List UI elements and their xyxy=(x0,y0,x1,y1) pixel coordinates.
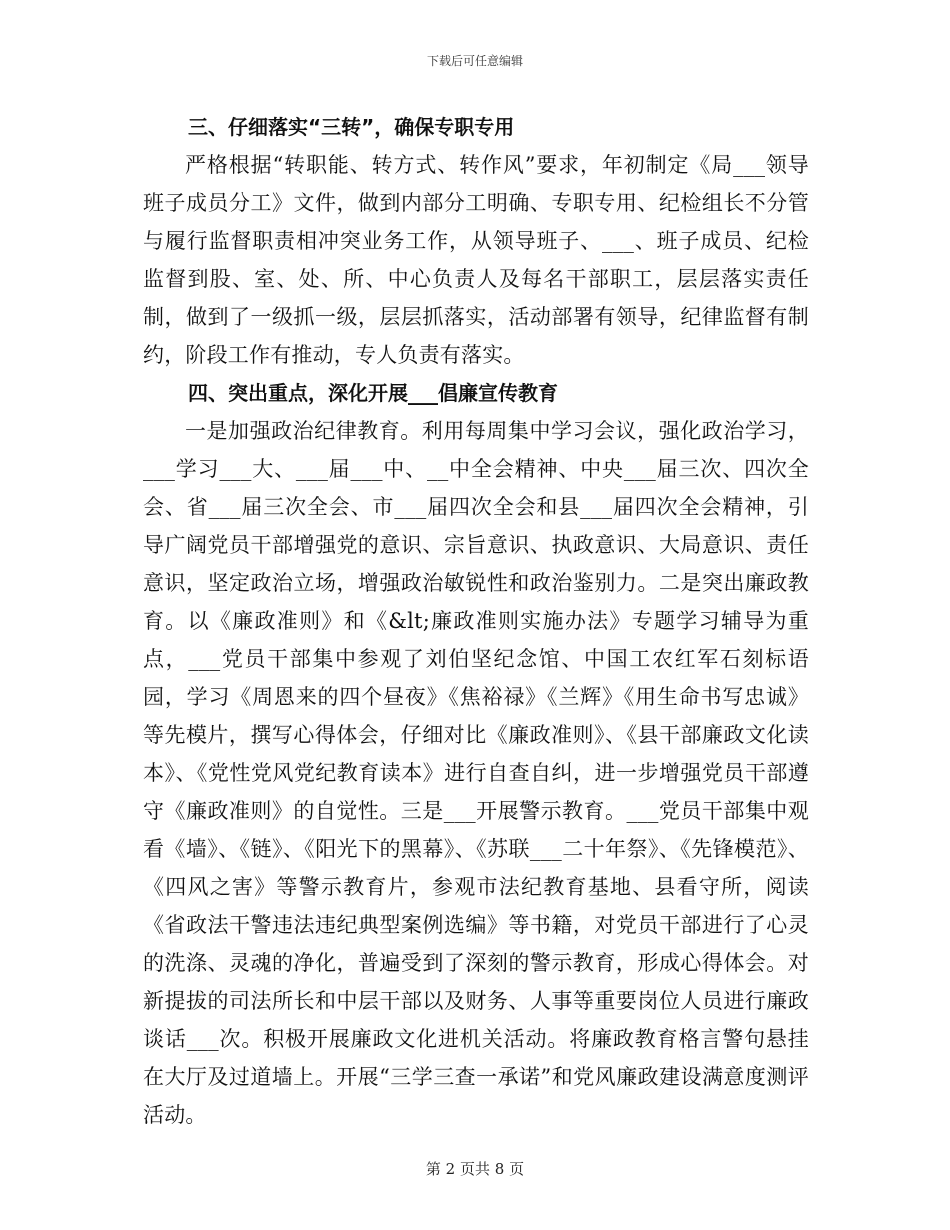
section-paragraph-4: 一是加强政治纪律教育。利用每周集中学习会议，强化政治学习，___学习___大、___届___中、__中全会精神、中央___届三次、四次全会、省___届三次全会、市___届四次全会和县___届四次全会精神，引导广阔党员干部增强党的意识、宗旨意识、执政意识、大局意识、责任意识，坚定政治立场，增强政治敏锐性和政治鉴别力。二是突出廉政教育。以《廉政准则》和《&lt;廉政准则实施办法》专题学习辅导为重点，___党员干部集中参观了刘伯坚纪念馆、中国工农红军石刻标语园，学习《周恩来的四个昼夜》《焦裕禄》《兰辉》《用生命书写忠诚》等先模片，撰写心得体会，仔细对比《廉政准则》、《县干部廉政文化读本》、《党性党风党纪教育读本》进行自查自纠，进一步增强党员干部遵守《廉政准则》的自觉性。三是___开展警示教育。___党员干部集中观看《墙》、《链》、《阳光下的黑幕》、《苏联___二十年祭》、《先锋模范》、《四风之害》等警示教育片，参观市法纪教育基地、县看守所，阅读《省政法干警违法违纪典型案例选编》等书籍，对党员干部进行了心灵的洗涤、灵魂的净化，普遍受到了深刻的警示教育，形成心得体会。对新提拔的司法所长和中层干部以及财务、人事等重要岗位人员进行廉政谈话___次。积极开展廉政文化进机关活动。将廉政教育格言警句悬挂在大厅及过道墙上。开展“三学三查一承诺”和党风廉政建设满意度测评活动。 xyxy=(143,419,809,1127)
section-heading-4: 四、突出重点，深化开展___倡廉宣传教育 xyxy=(188,381,558,405)
page-header: 下载后可任意编辑 xyxy=(426,54,523,68)
section-heading-3: 三、仔细落实“三转”，确保专职专用 xyxy=(188,115,515,139)
section-paragraph-3: 严格根据“转职能、转方式、转作风”要求，年初制定《局___领导班子成员分工》文件，做到内部分工明确、专职专用、纪检组长不分管与履行监督职责相冲突业务工作，从领导班子、___、班子成员、纪检监督到股、室、处、所、中心负责人及每名干部职工，层层落实责任制，做到了一级抓一级，层层抓落实，活动部署有领导，纪律监督有制约，阶段工作有推动，专人负责有落实。 xyxy=(143,153,809,367)
page-number: 第 2 页共 8 页 xyxy=(425,1160,525,1178)
document-body xyxy=(143,108,809,1134)
